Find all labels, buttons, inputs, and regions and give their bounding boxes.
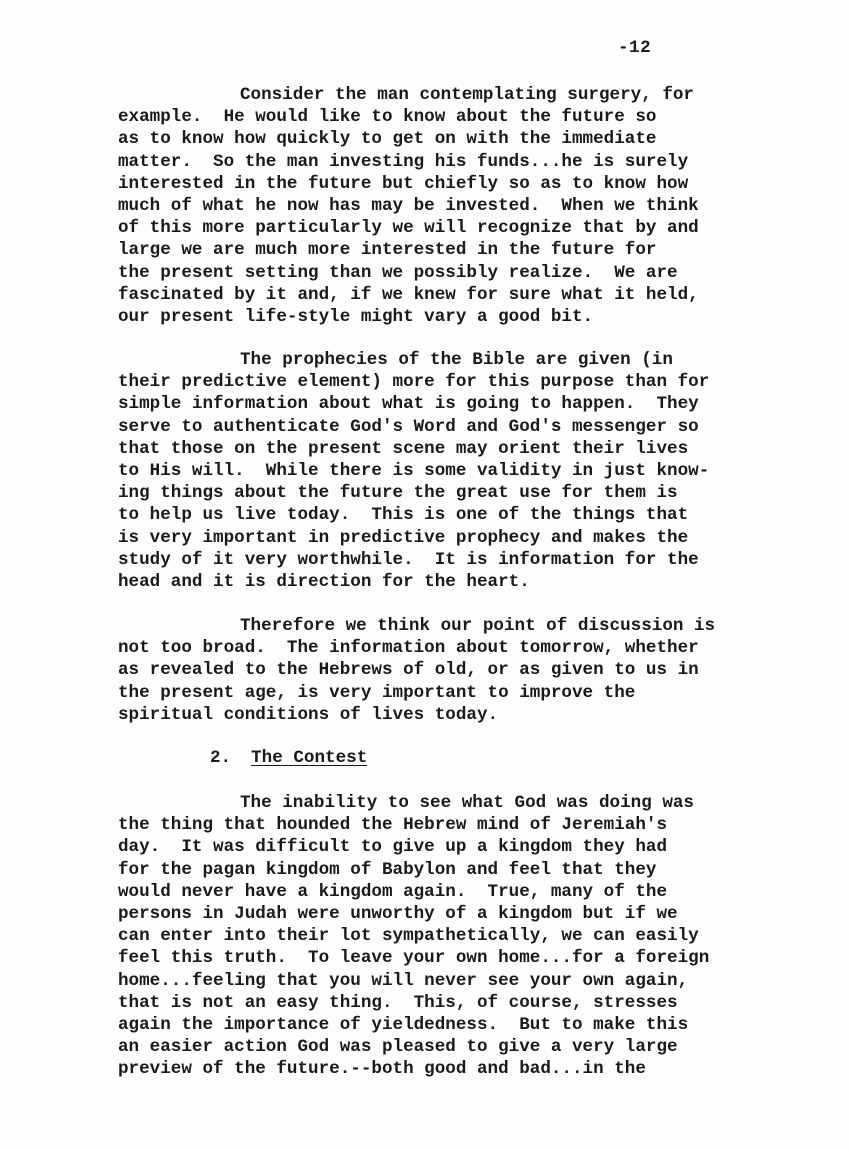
text-line: persons in Judah were unworthy of a kingdom but if we — [118, 903, 678, 924]
text-line: is very important in predictive prophecy and makes the — [118, 527, 689, 548]
text-line: home...feeling that you will never see your own again, — [118, 970, 689, 991]
text-line: Consider the man contemplating surgery, for — [240, 85, 694, 105]
text-line: preview of the future.--both good and bad...in the — [118, 1059, 646, 1080]
text-line: that those on the present scene may orient their lives — [118, 438, 689, 459]
text-line: an easier action God was pleased to give a very large — [118, 1037, 678, 1058]
text-line: spiritual conditions of lives today. — [118, 704, 499, 725]
text-line: can enter into their lot sympathetically, we can easily — [118, 926, 699, 947]
text-line: Therefore we think our point of discussion is — [240, 616, 716, 636]
paragraph-contest — [118, 792, 758, 1080]
paragraph-surgery-example — [118, 84, 758, 328]
text-line: the thing that hounded the Hebrew mind of Jeremiah's — [118, 815, 668, 836]
text-line: serve to authenticate God's Word and God's messenger so — [118, 416, 699, 437]
text-line: that is not an easy thing. This, of course, stresses — [118, 992, 678, 1013]
text-line: fascinated by it and, if we knew for sure what it held, — [118, 284, 699, 305]
text-line: their predictive element) more for this purpose than for — [118, 372, 710, 393]
text-line: The prophecies of the Bible are given (in — [240, 350, 673, 370]
paragraph-prophecies — [118, 349, 758, 593]
text-line: simple information about what is going to happen. They — [118, 394, 699, 415]
text-line: the present age, is very important to improve the — [118, 682, 636, 703]
page-number: -12 — [618, 38, 652, 58]
paragraph-discussion — [118, 615, 758, 726]
section-heading — [210, 747, 367, 769]
text-line: to help us live today. This is one of the things that — [118, 505, 689, 526]
text-line: ing things about the future the great use for them is — [118, 483, 678, 504]
text-line: not too broad. The information about tomorrow, whether — [118, 638, 699, 659]
text-line: study of it very worthwhile. It is information for the — [118, 549, 699, 570]
text-line: again the importance of yieldedness. But to make this — [118, 1014, 689, 1035]
text-line: of this more particularly we will recognize that by and — [118, 218, 699, 239]
text-line: as to know how quickly to get on with the immediate — [118, 129, 657, 150]
section-title: The Contest — [251, 748, 368, 768]
text-line: for the pagan kingdom of Babylon and feel that they — [118, 859, 657, 880]
text-line: matter. So the man investing his funds...he is surely — [118, 151, 689, 172]
text-line: our present life-style might vary a good bit. — [118, 306, 594, 327]
text-line: as revealed to the Hebrews of old, or as given to us in — [118, 660, 699, 681]
text-line: day. It was difficult to give up a kingdom they had — [118, 837, 668, 858]
text-line: would never have a kingdom again. True, many of the — [118, 881, 668, 902]
text-line: the present setting than we possibly realize. We are — [118, 262, 678, 283]
section-number: 2. — [210, 748, 232, 768]
text-line: to His will. While there is some validity in just know- — [118, 460, 710, 481]
text-line: large we are much more interested in the future for — [118, 240, 657, 261]
text-line: interested in the future but chiefly so as to know how — [118, 173, 689, 194]
text-line: The inability to see what God was doing was — [240, 793, 694, 813]
text-line: head and it is direction for the heart. — [118, 571, 530, 592]
text-line: much of what he now has may be invested. When we think — [118, 195, 699, 216]
text-line: feel this truth. To leave your own home...for a foreign — [118, 948, 710, 969]
text-line: example. He would like to know about the future so — [118, 107, 657, 128]
